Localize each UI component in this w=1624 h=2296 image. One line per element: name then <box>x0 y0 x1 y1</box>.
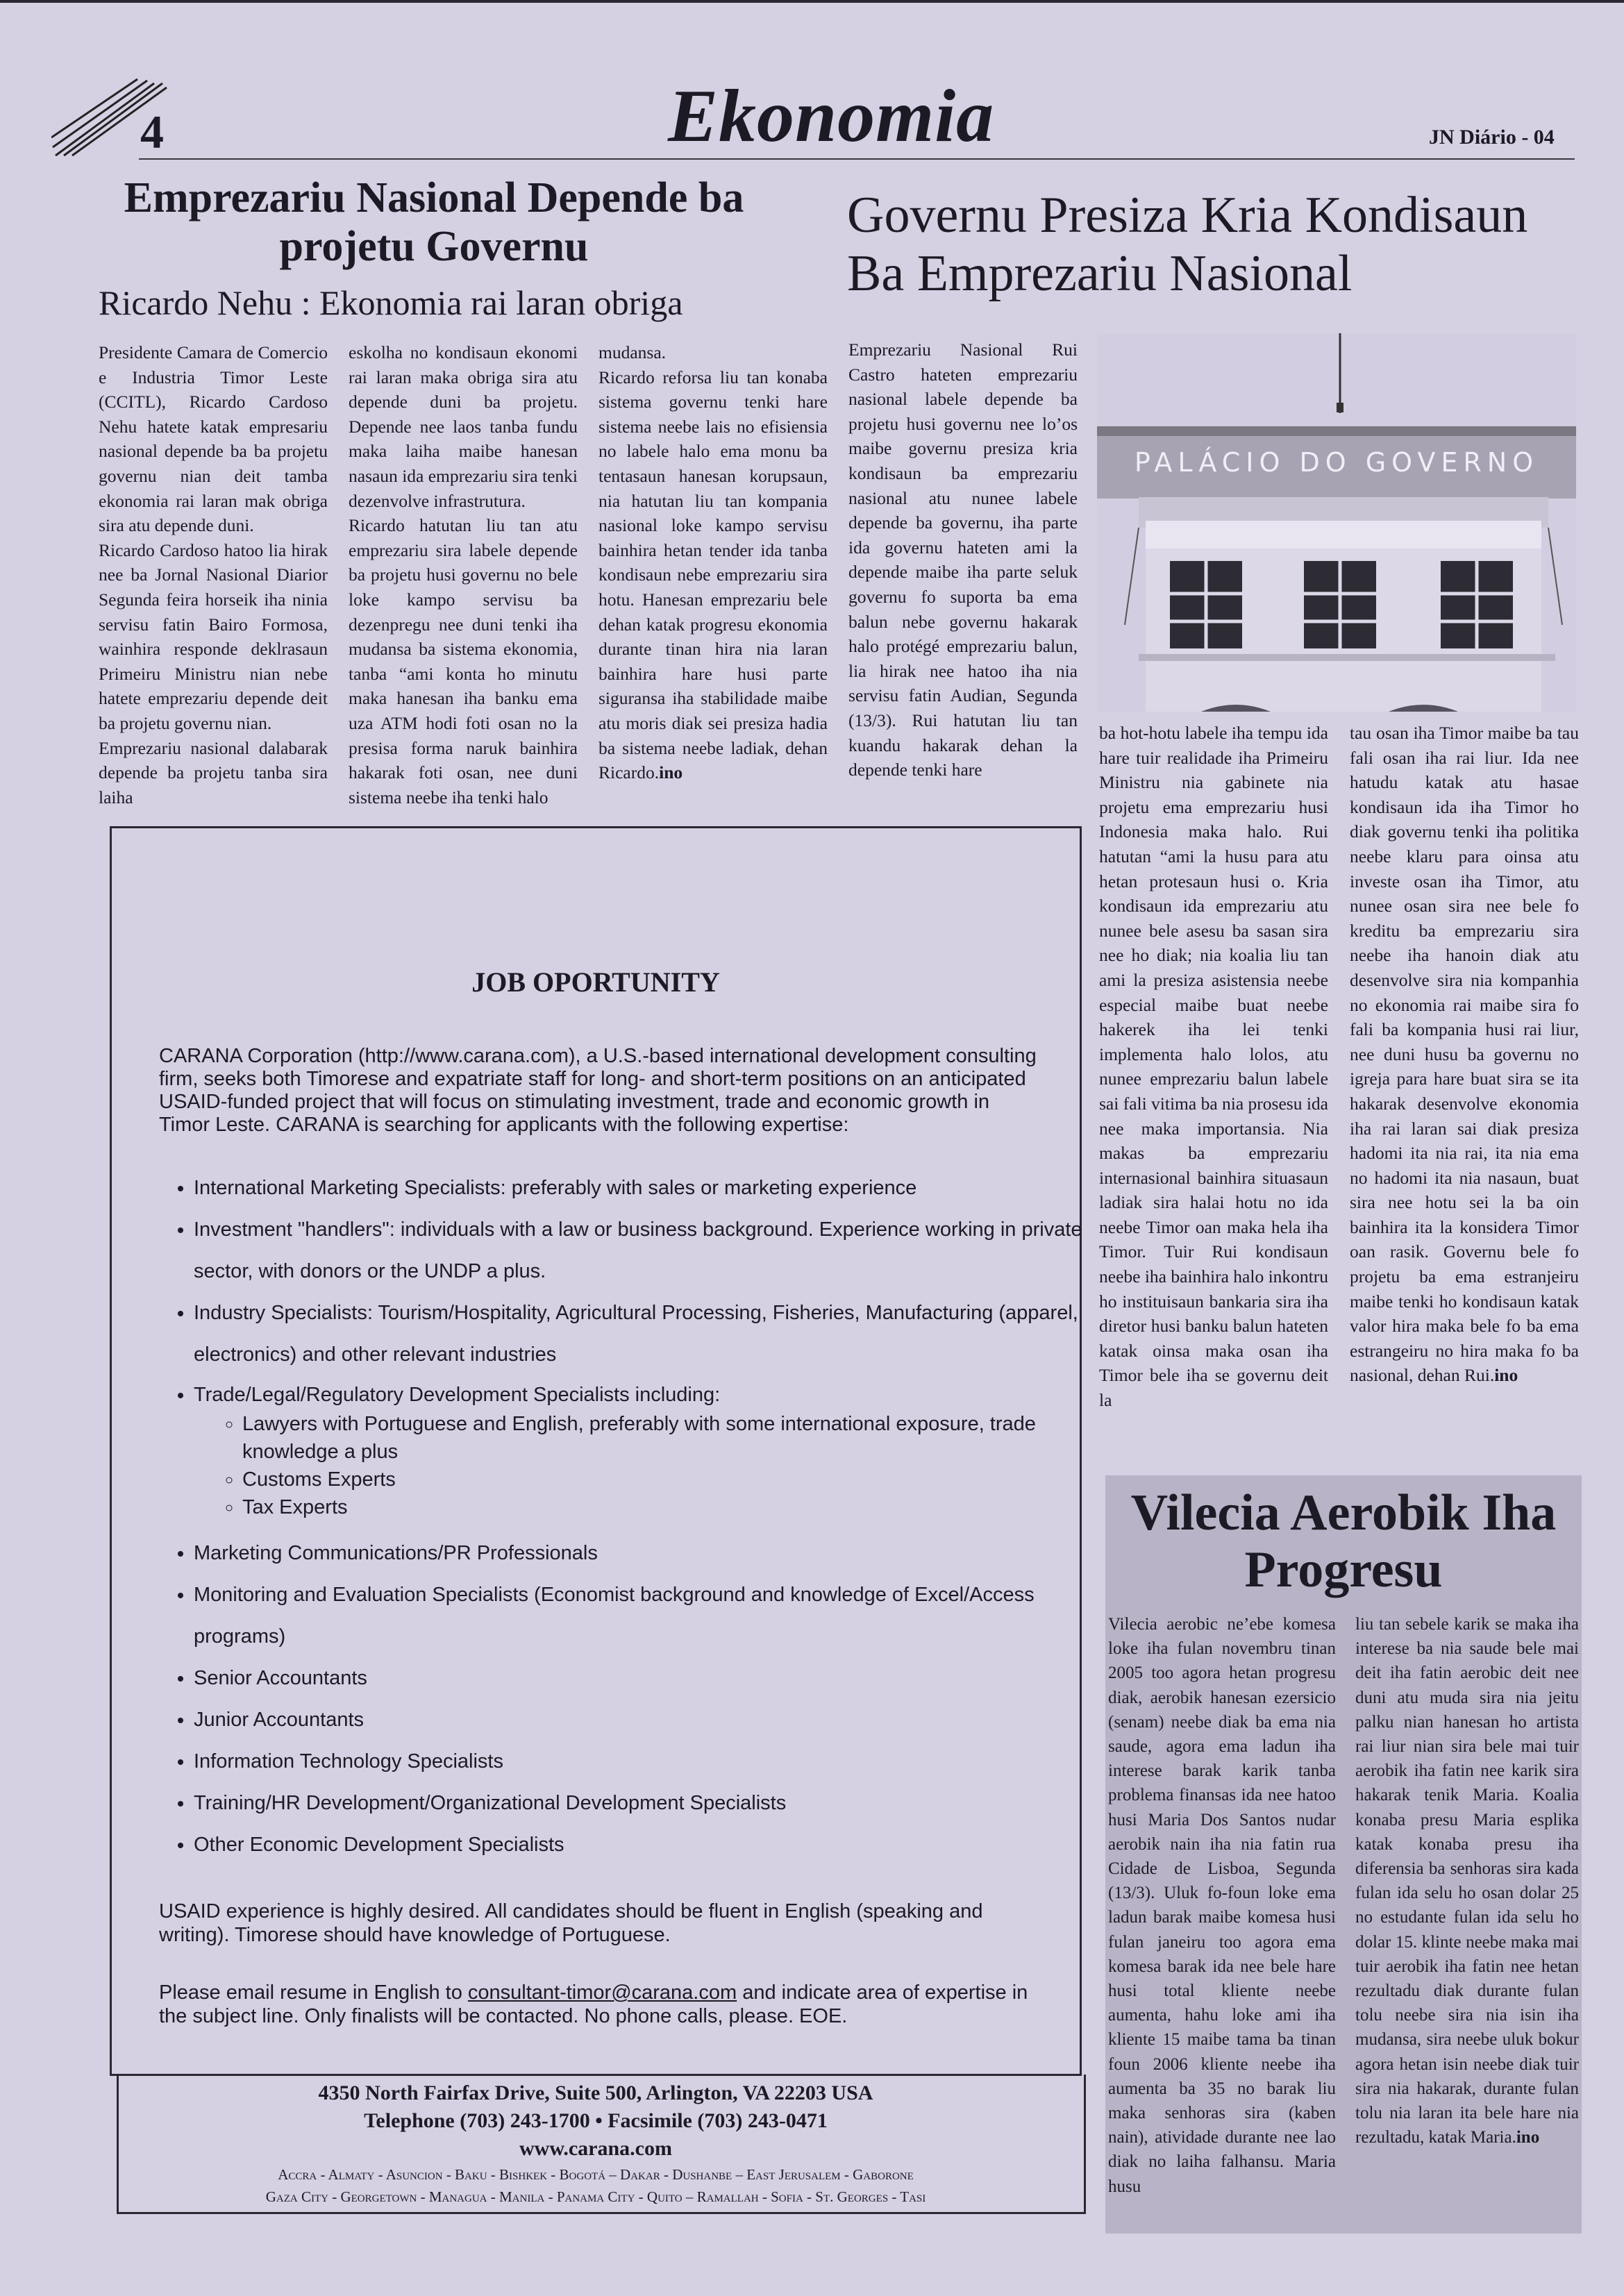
job-item: • Monitoring and Evaluation Specialists (Economist background and knowledge of Excel/Access programs) <box>194 1574 1096 1657</box>
article3-headline-line2: Progresu <box>1244 1541 1443 1598</box>
email-text-before: Please email resume in English to <box>159 1981 468 2004</box>
top-border <box>0 0 1624 3</box>
job-ad-box-side-right <box>1084 2075 1086 2213</box>
job-list-1 <box>159 1167 1096 1521</box>
article3-signoff: ino <box>1516 2128 1540 2147</box>
article2-headline-line1: Governu Presiza Kria Kondisaun <box>847 187 1528 244</box>
article1-headline-line1: Emprezariu Nasional Depende ba <box>124 174 744 221</box>
paragraph: Ricardo hatutan liu tan atu emprezariu sira labele depende ba projetu husi governu no bele loke kampo servisu ba dezenpregu nee duni tenki iha mudansa ba sistema ekonomia, tanba “ami konta ho minutu maka hanesan iha banku ema uza ATM hodi foti osan no la presisa forma naruk bainhira hakarak foti osan, nee duni sistema neebe iha tenki halo <box>349 515 578 807</box>
job-item: • International Marketing Specialists: preferably with sales or marketing experience <box>194 1167 1096 1209</box>
article3-col2 <box>1355 1612 1579 2150</box>
email-link[interactable]: consultant-timor@carana.com <box>467 1981 737 2004</box>
article1-signoff: ino <box>659 762 683 783</box>
job-ad-box-side-left <box>117 2075 119 2213</box>
article2-headline-line2: Ba Emprezariu Nasional <box>847 245 1353 302</box>
paper-issue: JN Diário - 04 <box>1429 126 1555 149</box>
article1-subhead: Ricardo Nehu : Ekonomia rai laran obriga <box>99 283 683 322</box>
paragraph <box>1350 721 1579 1388</box>
article3-headline-line1: Vilecia Aerobik Iha <box>1130 1484 1557 1541</box>
paragraph: mudansa. <box>598 342 667 362</box>
job-ad-box-bottom <box>117 2212 1086 2214</box>
paragraph: eskolha no kondisaun ekonomi rai laran maka obriga sira atu depende duni ba projetu. Depende nee laos tanba fundu maka laiha maibe hanesan nasaun ida emprezariu sira tenki dezenvolve infrastrutura. <box>349 342 578 511</box>
paragraph <box>598 365 828 785</box>
carana-offices-line2: Gaza City - Georgetown - Managua - Manila - Panama City - Quito – Ramallah - Sofia - St. Georges - Tasi <box>265 2188 926 2205</box>
article1-headline <box>83 174 785 271</box>
article2-col1 <box>848 337 1078 782</box>
job-item: • Marketing Communications/PR Professionals <box>194 1532 1096 1574</box>
carana-website[interactable]: www.carana.com <box>519 2137 672 2160</box>
job-sub-item: ◦ Lawyers with Portuguese and English, preferably with some international exposure, trade knowledge a plus <box>242 1410 1096 1466</box>
article3-headline <box>1105 1484 1582 1598</box>
job-list-2 <box>159 1532 1096 1866</box>
carana-offices-line1: Accra - Almaty - Asuncion - Baku - Bishkek - Bogotá – Dakar - Dushanbe – East Jerusalem - Gaborone <box>278 2166 914 2183</box>
job-item: • Training/HR Development/Organizational Development Specialists <box>194 1782 1096 1824</box>
carana-address: 4350 North Fairfax Drive, Suite 500, Arlington, VA 22203 USA <box>318 2081 873 2104</box>
building-illustration <box>1097 333 1576 712</box>
job-ad-box <box>110 826 1082 2076</box>
usaid-note: USAID experience is highly desired. All candidates should be fluent in English (speaking and writing). Timorese should have knowledge of Portuguese. <box>159 1900 983 1946</box>
job-sub-list <box>194 1410 1096 1521</box>
article3-col1 <box>1108 1612 1336 2199</box>
article2-text-end: tau osan iha Timor maibe ba tau fali osan iha rai liur. Ida nee hatudu katak atu hasae kondisaun ida iha Timor ho diak governu tenki iha politika neebe klaru para oinsa atu investe osan iha Timor, atu nunee osan sira nee bele fo kreditu ba emprezariu sira neebe iha hanoin diak atu desenvolve sira nia kompanhia no ekonomia rai maibe sira fo fali ba kompania husi rai liur, nee duni husu ba governu no igreja para hare buat sira se ita hakarak desenvolve ekonomia iha rai laran sai diak presiza hadomi ita nia rai, ita nia ema no hadomi ita nia nasaun, buat sira nee hotu sei la ba oin bainhira ita la konsidera Timor oan rasik. Governu bele fo projetu ba ema estranjeiru maibe tenki ho kondisaun katak valor hira maka bele fo ba ema estrangeiru no hira maka fo ba nasional, dehan Rui. <box>1350 723 1579 1386</box>
job-item: • Senior Accountants <box>194 1657 1096 1699</box>
article1-col1 <box>99 340 328 810</box>
job-sub-item: ◦ Tax Experts <box>242 1493 1096 1521</box>
article2-col2 <box>1099 721 1328 1413</box>
job-sub-item: ◦ Customs Experts <box>242 1466 1096 1493</box>
palacio-photo <box>1097 333 1576 712</box>
job-item: • Industry Specialists: Tourism/Hospitality, Agricultural Processing, Fisheries, Manufacturing (apparel, electronics) and other relevant industries <box>194 1292 1096 1375</box>
carana-phone: Telephone (703) 243-1700 • Facsimile (703) 243-0471 <box>364 2109 828 2132</box>
article2-signoff: ino <box>1494 1365 1518 1386</box>
job-ad-intro: CARANA Corporation (http://www.carana.com), a U.S.-based international development consulting firm, seeks both Timorese and expatriate staff for long- and short-term positions on an anticipated USAID-funded project that will focus on stimulating investment, trade and economic growth in Timor Leste. CARANA is searching for applicants with the following expertise: <box>159 1045 1037 1136</box>
palacio-sign: PALÁCIO DO GOVERNO <box>1134 447 1539 478</box>
paragraph <box>1355 1612 1579 2150</box>
article1-col2 <box>349 340 578 810</box>
paragraph: Ricardo Cardoso hatoo lia hirak nee ba Jornal Nasional Diarior Segunda feira horseik iha ninia servisu fatin Bairo Formosa, wainhira responde deklrasaun Primeiru Ministru nian nebe hatete emprezariu depende deit ba projetu governu nian. <box>99 539 328 733</box>
paragraph: Emprezariu nasional dalabarak depende ba projetu tanba sira laiha <box>99 737 328 807</box>
job-item: • Investment "handlers": individuals with a law or business background. Experience working in private sector, with donors or the UNDP a plus. <box>194 1209 1096 1292</box>
article1-col3 <box>598 340 828 785</box>
article1-text-end: Ricardo reforsa liu tan konaba sistema governu tenki hare sistema neebe lais no efisiensia no labele halo ema monu ba tentasaun hanesan korupsaun, nia hatutan liu tan kompania nasional loke kampo servisu bainhira hetan tender ida tanba kondisaun nebe emprezariu sira hotu. Hanesan emprezariu bele dehan katak progresu ekonomia durante tinan hira nia laran bainhira hare husi parte siguransa iha stabilidade maibe atu moris diak sei presiza hadia ba sistema neebe ladiak, dehan Ricardo. <box>598 367 828 783</box>
paragraph: Emprezariu Nasional Rui Castro hateten emprezariu nasional labele depende ba projetu husi governu nee lo’os maibe governu presiza kria kondisaun ba emprezariu nasional atu nunee labele depende ba governu, iha parte ida governu hateten ami la depende maibe iha parte seluk governu fo suporta ba ema balun nebe governu hakarak halo protégé emprezariu balun, lia hirak nee hatoo iha nia servisu fatin Audian, Segunda (13/3). Rui hatutan liu tan kuandu hakarak dehan la depende tenki hare <box>848 340 1078 780</box>
job-item <box>194 1380 1096 1521</box>
email-text-after: and indicate area of expertise in the subject line. Only finalists will be contacted. No phone calls, please. EOE. <box>159 1981 1028 2027</box>
job-item: • Information Technology Specialists <box>194 1741 1096 1782</box>
job-item-label: Trade/Legal/Regulatory Development Specialists including: <box>194 1384 721 1406</box>
email-instructions <box>159 1981 1041 2028</box>
job-ad-title: JOB OPORTUNITY <box>471 966 720 998</box>
job-item: • Other Economic Development Specialists <box>194 1824 1096 1866</box>
section-title: Ekonomia <box>668 75 995 158</box>
paragraph: ba hot-hotu labele iha tempu ida hare tuir realidade iha Primeiru Ministru nia gabinete nia projetu ema emprezariu husi Indonesia maka halo. Rui hatutan “ami la husu para atu hetan protesaun husi o. Kria kondisaun ida emprezariu atu nunee bele asesu ba sasan sira nee ho diak; nia koalia liu tan ami la presiza asistensia neebe especial maibe buat neebe hakerek iha lei tenki implementa halo lolos, atu nunee emprezariu balun labele sai fali vitima ba nia prosesu ida nee maka importansia. Nia makas ba emprezariu internasional bainhira situasaun ladiak sira halai hotu no ida neebe Timor oan maka hela iha Timor. Tuir Rui kondisaun neebe iha bainhira halo inkontru ho instituisaun bankaria sira iha diretor husi banku balun hateten katak oinsa maka osan iha Timor bele iha se governu deit la <box>1099 723 1328 1411</box>
article3-text-end: liu tan sebele karik se maka iha interese ba nia saude bele mai deit iha fatin aerobic deit nee duni atu muda sira nia jeitu palku nian hanesan ho artista rai liur nian sira bele mai tuir aerobik iha fatin nee karik sira hakarak tenik Maria. Koalia konaba presu Maria esplika katak konaba presu iha diferensia ba senhoras sira kada fulan ida selu ho osan dolar 25 no estudante fulan ida selu ho dolar 15. klinte neebe maka mai tuir aerobik iha fatin nee hetan rezultadu diak durante fulan tolu neebe sira nia isin iha mudansa, sira neebe uluk bokur agora hetan isin neebe diak tuir sira nia hakarak, durante fulan tolu nia laran ita bele hare nia rezultadu, katak Maria. <box>1355 1615 1579 2147</box>
paragraph: Vilecia aerobic ne’ebe komesa loke iha fulan novembru tinan 2005 too agora hetan progresu diak, aerobik hanesan ezersicio (senam) neebe diak ba ema nia saude, agora ema ladun iha interese barak karik tanba problema finansas ida nee hatoo husi Maria Dos Santos nudar aerobik nain iha nia fatin rua Cidade de Lisboa, Segunda (13/3). Uluk fo-foun loke ema ladun barak maibe komesa husi fulan janeiru too agora ema komesa barak ida nee bele hare husi total kliente neebe aumenta, hahu loke ami iha kliente 15 maibe tama ba tinan foun 2006 kliente neebe iha aumenta ba 35 no barak liu maka senhoras sira (kaben nain), atividade durante nee lao diak no laiha falhansu. Maria husu <box>1108 1615 1336 2196</box>
page-number: 4 <box>140 106 164 158</box>
article2-headline <box>847 186 1597 303</box>
header-rule <box>139 158 1575 160</box>
article2-col3 <box>1350 721 1579 1388</box>
article1-headline-line2: projetu Governu <box>279 223 589 270</box>
job-item: • Junior Accountants <box>194 1699 1096 1741</box>
paragraph: Presidente Camara de Comercio e Industria Timor Leste (CCITL), Ricardo Cardoso Nehu hatete katak empresariu nasional depende ba ba projetu governu nian deit tamba ekonomia rai laran mak obriga sira atu depende duni. <box>99 342 328 536</box>
